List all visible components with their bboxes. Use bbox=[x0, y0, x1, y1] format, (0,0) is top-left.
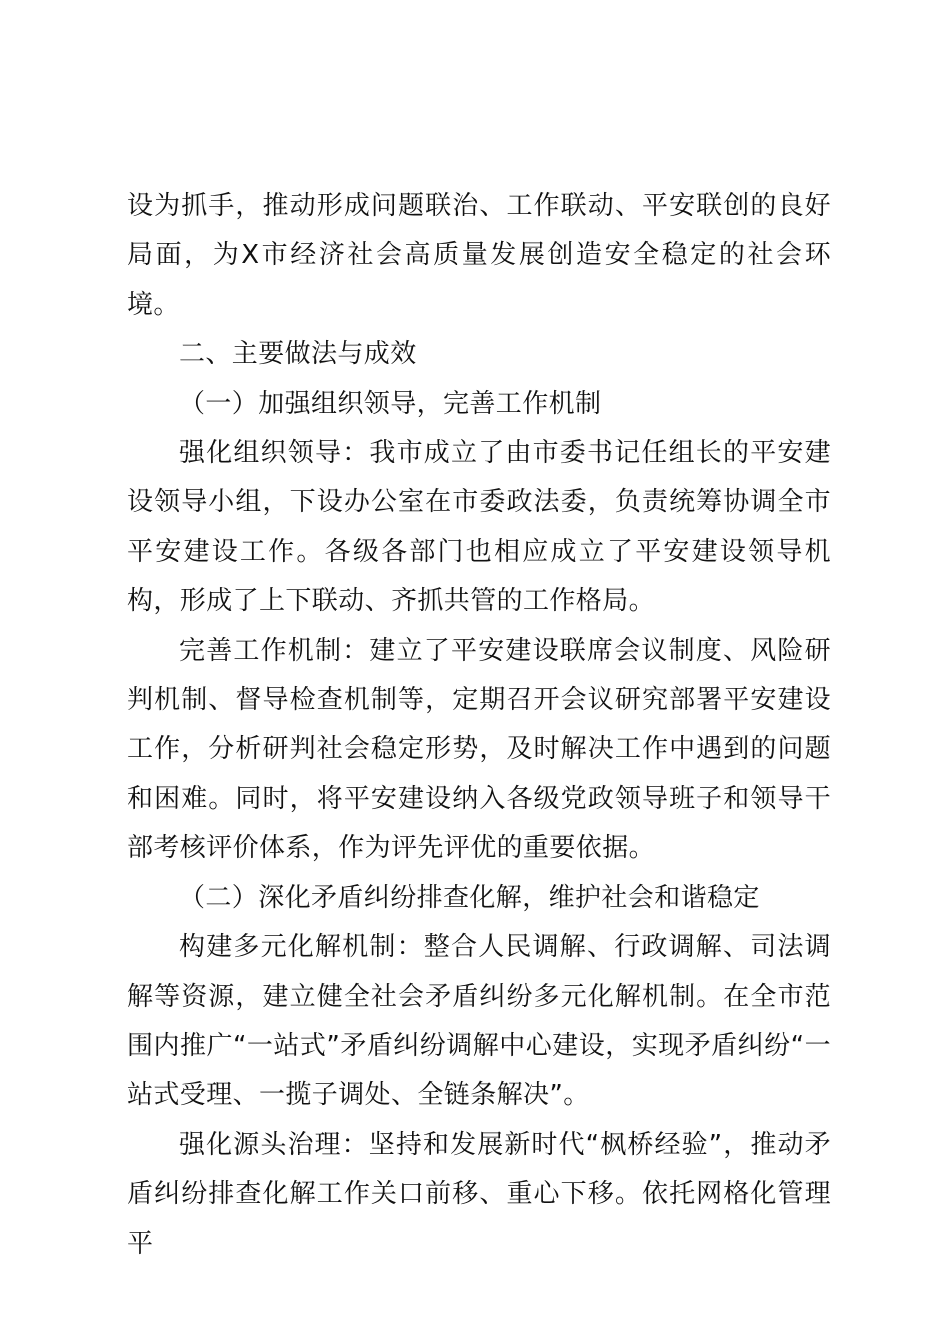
paragraph-organization-leadership: 强化组织领导：我市成立了由市委书记任组长的平安建设领导小组，下设办公室在市委政法委，负责统筹协调全市平安建设工作。各级各部门也相应成立了平安建设领导机构，形成了上下联动、齐抓共管的工作格局。 bbox=[127, 438, 831, 617]
section-heading-main-practices: 二、主要做法与成效 bbox=[179, 339, 417, 370]
document-body bbox=[127, 182, 831, 1269]
paragraph-continuation: 设为抓手，推动形成问题联治、工作联动、平安联创的良好局面，为X市经济社会高质量发展创造安全稳定的社会环境。 bbox=[127, 191, 831, 320]
subsection-heading-1: （一）加强组织领导，完善工作机制 bbox=[179, 388, 602, 419]
paragraph-work-mechanism: 完善工作机制：建立了平安建设联席会议制度、风险研判机制、督导检查机制等，定期召开会议研究部署平安建设工作，分析研判社会稳定形势，及时解决工作中遇到的问题和困难。同时，将平安建设纳入各级党政领导班子和领导干部考核评价体系，作为评先评优的重要依据。 bbox=[127, 635, 831, 864]
subsection-heading-2: （二）深化矛盾纠纷排查化解，维护社会和谐稳定 bbox=[179, 882, 760, 913]
paragraph-source-governance: 强化源头治理：坚持和发展新时代“枫桥经验”，推动矛盾纠纷排查化解工作关口前移、重心下移。依托网格化管理平 bbox=[127, 1129, 831, 1259]
paragraph-diversified-resolution: 构建多元化解机制：整合人民调解、行政调解、司法调解等资源，建立健全社会矛盾纠纷多元化解机制。在全市范围内推广“一站式”矛盾纠纷调解中心建设，实现矛盾纠纷“一站式受理、一揽子调处、全链条解决”。 bbox=[127, 932, 831, 1111]
